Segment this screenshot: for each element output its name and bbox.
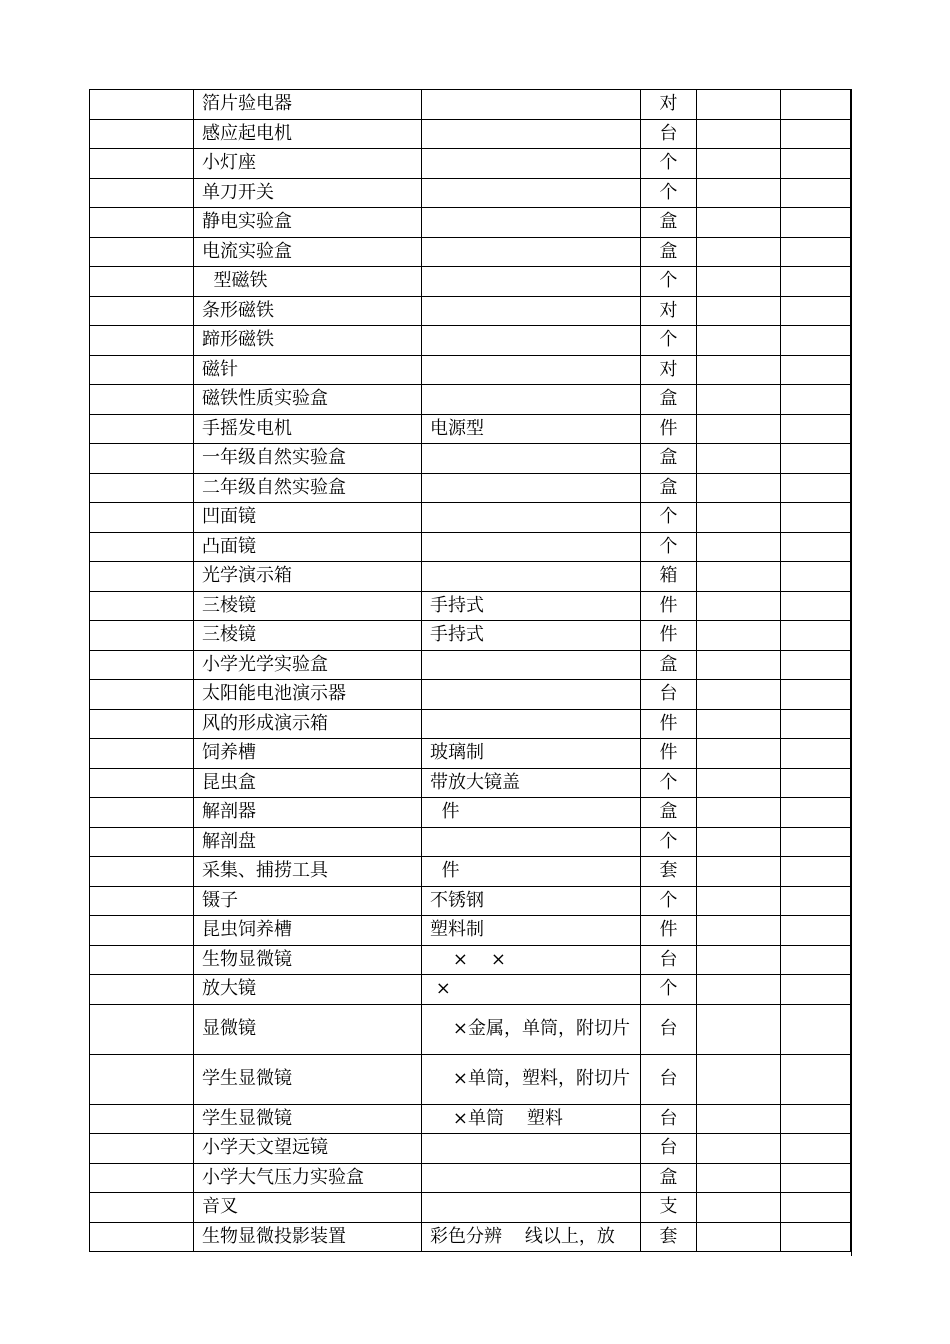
item-name-cell: 小学天文望远镜 — [194, 1134, 422, 1164]
item-name-cell: 蹄形磁铁 — [194, 326, 422, 356]
table-row — [90, 1054, 851, 1104]
table-row — [90, 355, 851, 385]
quantity-cell — [697, 296, 781, 326]
item-unit-cell: 台 — [641, 680, 697, 710]
item-unit-cell: 台 — [641, 1054, 697, 1104]
index-cell — [90, 385, 194, 415]
item-name-cell: 风的形成演示箱 — [194, 709, 422, 739]
item-name-cell: 凹面镜 — [194, 503, 422, 533]
quantity-cell — [697, 798, 781, 828]
table-row — [90, 945, 851, 975]
remark-cell — [781, 237, 851, 267]
item-spec-cell — [422, 90, 641, 120]
item-spec-cell: 件 — [422, 798, 641, 828]
quantity-cell — [697, 1104, 781, 1134]
item-spec-cell: × × — [422, 945, 641, 975]
index-cell — [90, 591, 194, 621]
index-cell — [90, 1104, 194, 1134]
item-spec-cell — [422, 680, 641, 710]
remark-cell — [781, 1222, 851, 1252]
item-spec-cell — [422, 503, 641, 533]
item-spec-cell: 玻璃制 — [422, 739, 641, 769]
table-row — [90, 1193, 851, 1223]
item-name-cell: 型磁铁 — [194, 267, 422, 297]
table-row — [90, 1222, 851, 1252]
item-spec-cell — [422, 178, 641, 208]
item-unit-cell: 套 — [641, 857, 697, 887]
quantity-cell — [697, 208, 781, 238]
table-row — [90, 473, 851, 503]
item-unit-cell: 盒 — [641, 798, 697, 828]
item-spec-cell — [422, 149, 641, 179]
index-cell — [90, 739, 194, 769]
remark-cell — [781, 326, 851, 356]
index-cell — [90, 1054, 194, 1104]
index-cell — [90, 945, 194, 975]
item-name-cell: 磁针 — [194, 355, 422, 385]
table-row — [90, 149, 851, 179]
table-row — [90, 916, 851, 946]
index-cell — [90, 1193, 194, 1223]
quantity-cell — [697, 1054, 781, 1104]
index-cell — [90, 532, 194, 562]
table-row — [90, 975, 851, 1005]
item-spec-cell — [422, 355, 641, 385]
item-spec-cell: 手持式 — [422, 591, 641, 621]
item-spec-cell: × — [422, 975, 641, 1005]
item-unit-cell: 台 — [641, 1134, 697, 1164]
item-name-cell: 静电实验盒 — [194, 208, 422, 238]
remark-cell — [781, 503, 851, 533]
item-name-cell: 放大镜 — [194, 975, 422, 1005]
item-spec-cell: 手持式 — [422, 621, 641, 651]
table-row — [90, 119, 851, 149]
quantity-cell — [697, 267, 781, 297]
item-name-cell: 电流实验盒 — [194, 237, 422, 267]
item-unit-cell: 台 — [641, 1004, 697, 1054]
item-name-cell: 采集、捕捞工具 — [194, 857, 422, 887]
right-double-border — [851, 89, 852, 1256]
table-row — [90, 296, 851, 326]
quantity-cell — [697, 355, 781, 385]
quantity-cell — [697, 827, 781, 857]
remark-cell — [781, 621, 851, 651]
remark-cell — [781, 90, 851, 120]
item-spec-cell — [422, 1163, 641, 1193]
item-name-cell: 显微镜 — [194, 1004, 422, 1054]
item-spec-cell — [422, 444, 641, 474]
item-unit-cell: 盒 — [641, 385, 697, 415]
item-unit-cell: 盒 — [641, 1163, 697, 1193]
item-name-cell: 箔片验电器 — [194, 90, 422, 120]
table-row — [90, 385, 851, 415]
quantity-cell — [697, 473, 781, 503]
quantity-cell — [697, 237, 781, 267]
remark-cell — [781, 709, 851, 739]
item-unit-cell: 台 — [641, 945, 697, 975]
item-spec-cell — [422, 650, 641, 680]
table-row — [90, 1163, 851, 1193]
quantity-cell — [697, 149, 781, 179]
quantity-cell — [697, 414, 781, 444]
index-cell — [90, 768, 194, 798]
table-row — [90, 798, 851, 828]
item-spec-cell — [422, 473, 641, 503]
item-name-cell: 条形磁铁 — [194, 296, 422, 326]
index-cell — [90, 886, 194, 916]
equipment-table-container — [89, 89, 851, 1252]
remark-cell — [781, 768, 851, 798]
table-row — [90, 326, 851, 356]
item-name-cell: 太阳能电池演示器 — [194, 680, 422, 710]
index-cell — [90, 562, 194, 592]
item-spec-cell: 彩色分辨 线以上，放 — [422, 1222, 641, 1252]
item-spec-cell: 塑料制 — [422, 916, 641, 946]
index-cell — [90, 798, 194, 828]
remark-cell — [781, 1104, 851, 1134]
item-spec-cell: 不锈钢 — [422, 886, 641, 916]
remark-cell — [781, 975, 851, 1005]
index-cell — [90, 237, 194, 267]
item-name-cell: 小学大气压力实验盒 — [194, 1163, 422, 1193]
item-unit-cell: 件 — [641, 916, 697, 946]
remark-cell — [781, 355, 851, 385]
table-row — [90, 503, 851, 533]
table-row — [90, 562, 851, 592]
item-name-cell: 磁铁性质实验盒 — [194, 385, 422, 415]
item-unit-cell: 个 — [641, 975, 697, 1005]
item-spec-cell — [422, 237, 641, 267]
table-row — [90, 857, 851, 887]
item-unit-cell: 支 — [641, 1193, 697, 1223]
remark-cell — [781, 650, 851, 680]
index-cell — [90, 267, 194, 297]
quantity-cell — [697, 1004, 781, 1054]
quantity-cell — [697, 385, 781, 415]
table-row — [90, 1104, 851, 1134]
remark-cell — [781, 562, 851, 592]
remark-cell — [781, 296, 851, 326]
remark-cell — [781, 178, 851, 208]
item-unit-cell: 件 — [641, 621, 697, 651]
item-name-cell: 饲养槽 — [194, 739, 422, 769]
item-unit-cell: 个 — [641, 178, 697, 208]
table-row — [90, 1134, 851, 1164]
item-spec-cell — [422, 1193, 641, 1223]
index-cell — [90, 473, 194, 503]
index-cell — [90, 119, 194, 149]
item-name-cell: 昆虫盒 — [194, 768, 422, 798]
index-cell — [90, 1163, 194, 1193]
item-unit-cell: 盒 — [641, 444, 697, 474]
item-unit-cell: 个 — [641, 267, 697, 297]
index-cell — [90, 90, 194, 120]
item-unit-cell: 件 — [641, 414, 697, 444]
quantity-cell — [697, 1134, 781, 1164]
table-row — [90, 709, 851, 739]
remark-cell — [781, 886, 851, 916]
remark-cell — [781, 1193, 851, 1223]
quantity-cell — [697, 857, 781, 887]
item-name-cell: 生物显微投影装置 — [194, 1222, 422, 1252]
table-row — [90, 886, 851, 916]
quantity-cell — [697, 532, 781, 562]
index-cell — [90, 355, 194, 385]
item-unit-cell: 个 — [641, 532, 697, 562]
item-spec-cell: ×单筒，塑料，附切片 — [422, 1054, 641, 1104]
table-row — [90, 267, 851, 297]
item-unit-cell: 台 — [641, 1104, 697, 1134]
quantity-cell — [697, 562, 781, 592]
item-name-cell: 镊子 — [194, 886, 422, 916]
quantity-cell — [697, 650, 781, 680]
item-name-cell: 一年级自然实验盒 — [194, 444, 422, 474]
quantity-cell — [697, 916, 781, 946]
item-name-cell: 凸面镜 — [194, 532, 422, 562]
item-name-cell: 小灯座 — [194, 149, 422, 179]
item-unit-cell: 个 — [641, 149, 697, 179]
item-name-cell: 二年级自然实验盒 — [194, 473, 422, 503]
item-spec-cell: 带放大镜盖 — [422, 768, 641, 798]
item-name-cell: 生物显微镜 — [194, 945, 422, 975]
table-row — [90, 827, 851, 857]
quantity-cell — [697, 1222, 781, 1252]
quantity-cell — [697, 945, 781, 975]
table-row — [90, 680, 851, 710]
table-row — [90, 650, 851, 680]
index-cell — [90, 444, 194, 474]
item-unit-cell: 件 — [641, 591, 697, 621]
item-name-cell: 三棱镜 — [194, 621, 422, 651]
index-cell — [90, 296, 194, 326]
item-unit-cell: 台 — [641, 119, 697, 149]
quantity-cell — [697, 503, 781, 533]
remark-cell — [781, 267, 851, 297]
quantity-cell — [697, 1163, 781, 1193]
quantity-cell — [697, 178, 781, 208]
remark-cell — [781, 119, 851, 149]
item-unit-cell: 个 — [641, 827, 697, 857]
index-cell — [90, 1004, 194, 1054]
quantity-cell — [697, 680, 781, 710]
index-cell — [90, 178, 194, 208]
index-cell — [90, 1134, 194, 1164]
remark-cell — [781, 1054, 851, 1104]
quantity-cell — [697, 621, 781, 651]
item-spec-cell — [422, 267, 641, 297]
quantity-cell — [697, 119, 781, 149]
remark-cell — [781, 591, 851, 621]
item-name-cell: 小学光学实验盒 — [194, 650, 422, 680]
quantity-cell — [697, 768, 781, 798]
item-unit-cell: 件 — [641, 709, 697, 739]
index-cell — [90, 916, 194, 946]
remark-cell — [781, 680, 851, 710]
item-name-cell: 学生显微镜 — [194, 1104, 422, 1134]
item-spec-cell: 件 — [422, 857, 641, 887]
item-spec-cell — [422, 296, 641, 326]
item-spec-cell: ×单筒 塑料 — [422, 1104, 641, 1134]
quantity-cell — [697, 709, 781, 739]
item-spec-cell — [422, 1134, 641, 1164]
item-unit-cell: 箱 — [641, 562, 697, 592]
table-row — [90, 444, 851, 474]
quantity-cell — [697, 90, 781, 120]
table-row — [90, 532, 851, 562]
remark-cell — [781, 1134, 851, 1164]
item-spec-cell — [422, 326, 641, 356]
index-cell — [90, 975, 194, 1005]
item-spec-cell: ×金属，单筒，附切片 — [422, 1004, 641, 1054]
index-cell — [90, 709, 194, 739]
index-cell — [90, 503, 194, 533]
remark-cell — [781, 149, 851, 179]
item-name-cell: 光学演示箱 — [194, 562, 422, 592]
remark-cell — [781, 444, 851, 474]
quantity-cell — [697, 975, 781, 1005]
item-unit-cell: 套 — [641, 1222, 697, 1252]
quantity-cell — [697, 886, 781, 916]
item-name-cell: 单刀开关 — [194, 178, 422, 208]
item-spec-cell — [422, 119, 641, 149]
remark-cell — [781, 473, 851, 503]
table-row — [90, 414, 851, 444]
index-cell — [90, 857, 194, 887]
item-name-cell: 三棱镜 — [194, 591, 422, 621]
item-spec-cell — [422, 709, 641, 739]
remark-cell — [781, 1163, 851, 1193]
quantity-cell — [697, 1193, 781, 1223]
item-unit-cell: 盒 — [641, 650, 697, 680]
table-row — [90, 90, 851, 120]
item-name-cell: 解剖盘 — [194, 827, 422, 857]
quantity-cell — [697, 739, 781, 769]
quantity-cell — [697, 326, 781, 356]
item-unit-cell: 盒 — [641, 237, 697, 267]
table-row — [90, 1004, 851, 1054]
item-spec-cell — [422, 385, 641, 415]
item-name-cell: 音叉 — [194, 1193, 422, 1223]
remark-cell — [781, 827, 851, 857]
remark-cell — [781, 532, 851, 562]
item-unit-cell: 个 — [641, 503, 697, 533]
item-spec-cell — [422, 562, 641, 592]
remark-cell — [781, 916, 851, 946]
equipment-table — [89, 89, 851, 1252]
item-unit-cell: 个 — [641, 326, 697, 356]
remark-cell — [781, 798, 851, 828]
index-cell — [90, 208, 194, 238]
table-row — [90, 621, 851, 651]
remark-cell — [781, 857, 851, 887]
item-unit-cell: 盒 — [641, 208, 697, 238]
remark-cell — [781, 208, 851, 238]
item-unit-cell: 个 — [641, 886, 697, 916]
table-row — [90, 739, 851, 769]
item-spec-cell — [422, 532, 641, 562]
table-row — [90, 237, 851, 267]
item-unit-cell: 盒 — [641, 473, 697, 503]
remark-cell — [781, 945, 851, 975]
item-name-cell: 学生显微镜 — [194, 1054, 422, 1104]
index-cell — [90, 414, 194, 444]
item-unit-cell: 件 — [641, 739, 697, 769]
table-row — [90, 591, 851, 621]
index-cell — [90, 326, 194, 356]
index-cell — [90, 621, 194, 651]
item-unit-cell: 个 — [641, 768, 697, 798]
item-unit-cell: 对 — [641, 296, 697, 326]
remark-cell — [781, 414, 851, 444]
quantity-cell — [697, 444, 781, 474]
index-cell — [90, 650, 194, 680]
item-name-cell: 解剖器 — [194, 798, 422, 828]
index-cell — [90, 1222, 194, 1252]
item-unit-cell: 对 — [641, 355, 697, 385]
index-cell — [90, 149, 194, 179]
index-cell — [90, 680, 194, 710]
table-row — [90, 178, 851, 208]
remark-cell — [781, 739, 851, 769]
item-name-cell: 昆虫饲养槽 — [194, 916, 422, 946]
remark-cell — [781, 1004, 851, 1054]
item-spec-cell — [422, 208, 641, 238]
item-spec-cell — [422, 827, 641, 857]
index-cell — [90, 827, 194, 857]
item-unit-cell: 对 — [641, 90, 697, 120]
item-spec-cell: 电源型 — [422, 414, 641, 444]
equipment-table-body — [90, 90, 851, 1252]
table-row — [90, 208, 851, 238]
remark-cell — [781, 385, 851, 415]
table-row — [90, 768, 851, 798]
item-name-cell: 手摇发电机 — [194, 414, 422, 444]
item-name-cell: 感应起电机 — [194, 119, 422, 149]
quantity-cell — [697, 591, 781, 621]
